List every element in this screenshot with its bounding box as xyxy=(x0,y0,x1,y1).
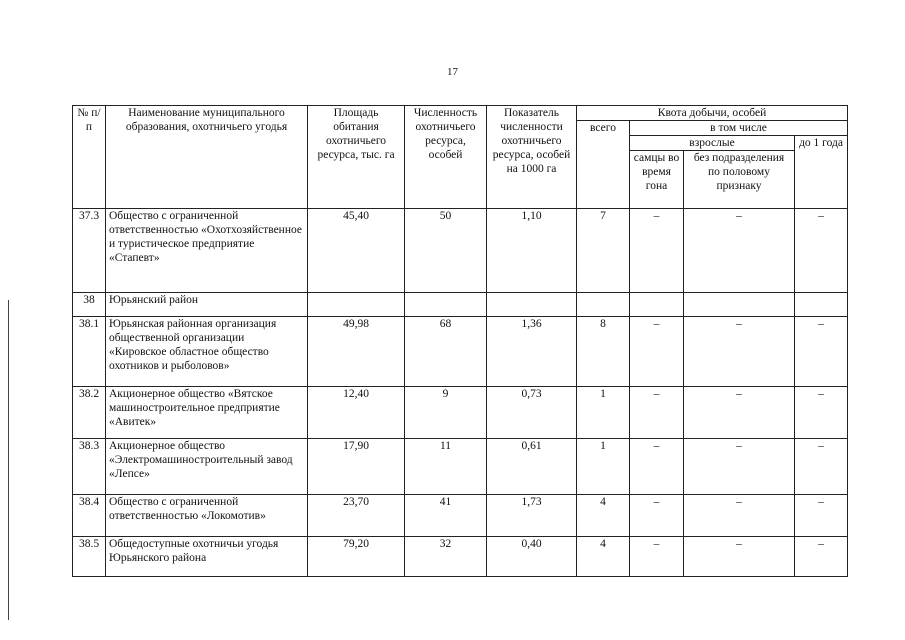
row-no: 38.2 xyxy=(73,387,106,439)
row-no: 38 xyxy=(73,293,106,317)
header-males-rut: самцы во время гона xyxy=(630,151,684,209)
row-indicator: 1,36 xyxy=(487,317,577,387)
row-count: 32 xyxy=(405,537,487,577)
row-nosex: – xyxy=(684,209,795,293)
row-nosex: – xyxy=(684,387,795,439)
header-no: № п/п xyxy=(73,106,106,209)
header-indicator: Показатель численности охотничьего ресурса, особей на 1000 га xyxy=(487,106,577,209)
header-quota: Квота добычи, особей xyxy=(577,106,848,121)
row-under1: – xyxy=(795,537,848,577)
row-under1: – xyxy=(795,387,848,439)
row-total: 4 xyxy=(577,537,630,577)
row-males: – xyxy=(630,439,684,495)
row-count: 41 xyxy=(405,495,487,537)
row-count: 9 xyxy=(405,387,487,439)
page-number: 17 xyxy=(447,66,458,78)
row-total: 4 xyxy=(577,495,630,537)
table-row xyxy=(73,293,848,317)
row-indicator: 0,73 xyxy=(487,387,577,439)
table-row xyxy=(73,209,848,293)
row-total: 7 xyxy=(577,209,630,293)
row-under1: – xyxy=(795,317,848,387)
row-name: Юрьянский район xyxy=(106,293,308,317)
row-total xyxy=(577,293,630,317)
row-count: 68 xyxy=(405,317,487,387)
header-count: Численность охотничьего ресурса, особей xyxy=(405,106,487,209)
row-under1: – xyxy=(795,439,848,495)
row-nosex: – xyxy=(684,537,795,577)
quota-table xyxy=(72,105,848,577)
row-count: 50 xyxy=(405,209,487,293)
table-row xyxy=(73,387,848,439)
row-males: – xyxy=(630,317,684,387)
table-row xyxy=(73,495,848,537)
row-under1 xyxy=(795,293,848,317)
row-total: 1 xyxy=(577,387,630,439)
header-adults: взрослые xyxy=(630,136,795,151)
row-area: 45,40 xyxy=(308,209,405,293)
row-nosex xyxy=(684,293,795,317)
row-indicator: 0,40 xyxy=(487,537,577,577)
header-total: всего xyxy=(577,121,630,209)
row-indicator: 1,10 xyxy=(487,209,577,293)
row-total: 1 xyxy=(577,439,630,495)
row-indicator: 0,61 xyxy=(487,439,577,495)
row-name: Общедоступные охотничьи угодья Юрьянского района xyxy=(106,537,308,577)
row-no: 38.5 xyxy=(73,537,106,577)
row-indicator xyxy=(487,293,577,317)
header-area: Площадь обитания охотничьего ресурса, тыс. га xyxy=(308,106,405,209)
row-total: 8 xyxy=(577,317,630,387)
row-nosex: – xyxy=(684,317,795,387)
row-males: – xyxy=(630,387,684,439)
row-males: – xyxy=(630,495,684,537)
row-nosex: – xyxy=(684,439,795,495)
row-no: 38.4 xyxy=(73,495,106,537)
row-no: 38.3 xyxy=(73,439,106,495)
header-name: Наименование муниципального образования, охотничьего угодья xyxy=(106,106,308,209)
row-under1: – xyxy=(795,209,848,293)
row-area: 79,20 xyxy=(308,537,405,577)
header-including: в том числе xyxy=(630,121,848,136)
row-under1: – xyxy=(795,495,848,537)
table-row xyxy=(73,317,848,387)
row-count xyxy=(405,293,487,317)
row-area: 49,98 xyxy=(308,317,405,387)
margin-rule xyxy=(8,300,9,620)
header-no-sex: без подразделения по половому признаку xyxy=(684,151,795,209)
row-males: – xyxy=(630,209,684,293)
table-row xyxy=(73,439,848,495)
row-indicator: 1,73 xyxy=(487,495,577,537)
row-name: Юрьянская районная организация общественной организации «Кировское областное общество охотников и рыболовов» xyxy=(106,317,308,387)
row-count: 11 xyxy=(405,439,487,495)
row-males: – xyxy=(630,537,684,577)
header-under1: до 1 года xyxy=(795,136,848,209)
row-no: 37.3 xyxy=(73,209,106,293)
row-area: 23,70 xyxy=(308,495,405,537)
row-name: Акционерное общество «Электромашиностроительный завод «Лепсе» xyxy=(106,439,308,495)
row-name: Общество с ограниченной ответственностью «Локомотив» xyxy=(106,495,308,537)
row-name: Общество с ограниченной ответственностью «Охотхозяйственное и туристическое предприятие «Стапевт» xyxy=(106,209,308,293)
row-no: 38.1 xyxy=(73,317,106,387)
row-name: Акционерное общество «Вятское машиностроительное предприятие «Авитек» xyxy=(106,387,308,439)
row-area: 17,90 xyxy=(308,439,405,495)
row-males xyxy=(630,293,684,317)
row-nosex: – xyxy=(684,495,795,537)
table-row xyxy=(73,537,848,577)
row-area xyxy=(308,293,405,317)
row-area: 12,40 xyxy=(308,387,405,439)
